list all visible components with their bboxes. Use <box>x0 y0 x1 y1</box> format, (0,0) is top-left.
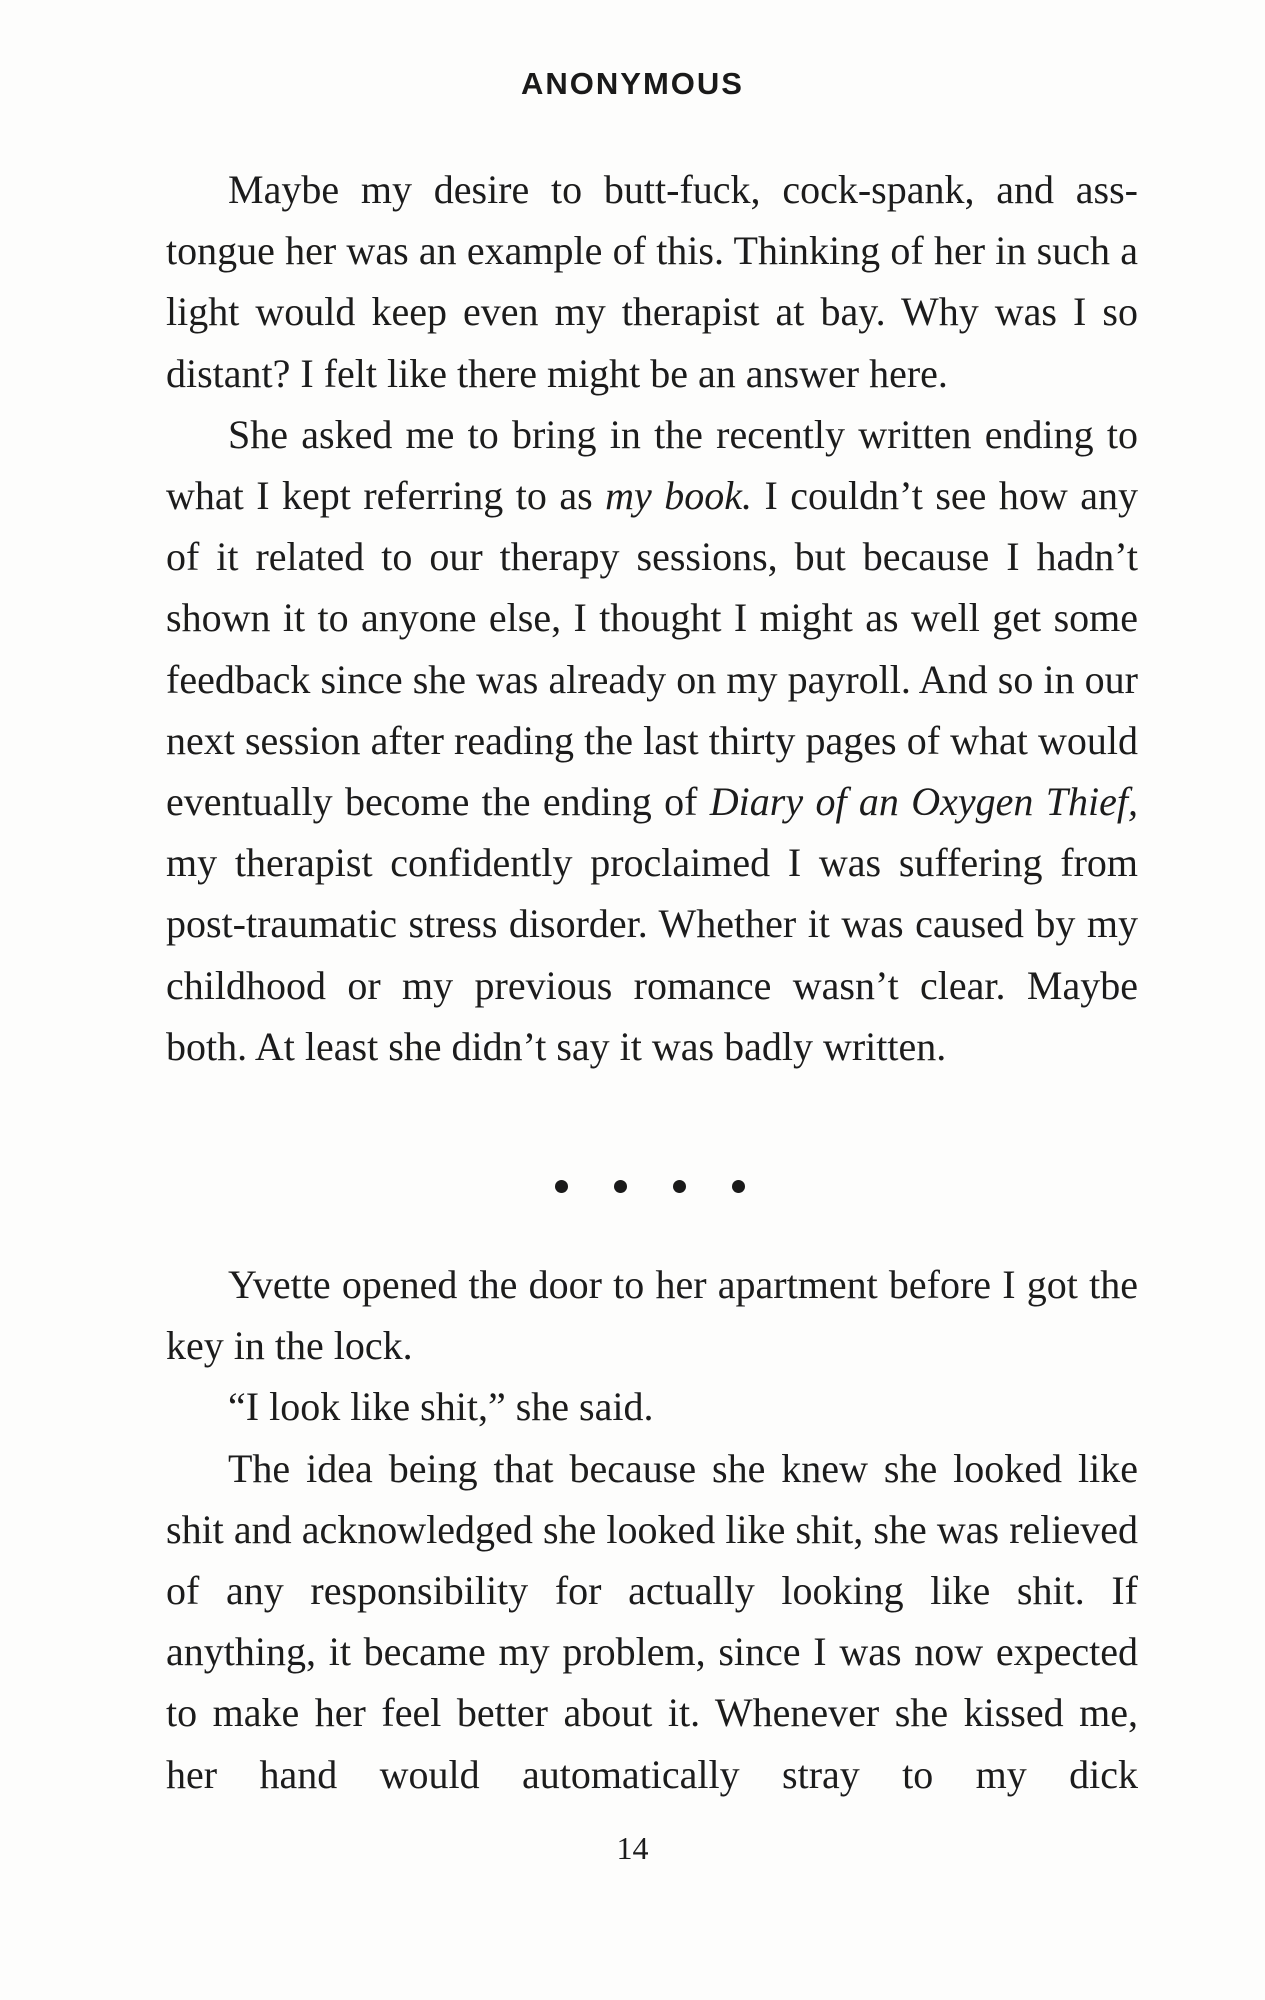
bullet-dot-icon <box>732 1180 745 1193</box>
bullet-dot-icon <box>555 1180 568 1193</box>
paragraph-text: my therapist confidently proclaimed I was suffering from post-traumatic stress disorder. Whether it was caused by my childhood or my previous romance wasn’t clear. Maybe both. At least she didn’t say it was badly written. <box>166 840 1138 1069</box>
section-break-ornament <box>555 1180 755 1200</box>
running-head: ANONYMOUS <box>521 66 744 101</box>
paragraph: “I look like shit,” she said. <box>228 1384 654 1430</box>
paragraph-text: She asked me to bring in the recently written ending to what I kept referring to as <box>166 411 1138 519</box>
text-block-two <box>166 1254 1138 1805</box>
paragraph: Maybe my desire to butt-fuck, cock-spank, and asstongue her was an example of this. Thinking of her in such a light would keep even my therapist at bay. Why was I so distant? I felt like there might be an answer here. <box>166 167 1138 396</box>
page-number: 14 <box>616 1830 649 1866</box>
paragraph: The idea being that because she knew she looked like shit and acknowledged she looked like shit, she was relieved of any responsibility for actually looking like shit. If anything, it became my problem, since I was now expected to make her feel better about it. Whenever she kissed me, her hand would automatically stray to my dick <box>166 1445 1138 1797</box>
paragraph: Yvette opened the door to her apartment before I got the key in the lock. <box>166 1262 1138 1369</box>
bullet-dot-icon <box>614 1180 627 1193</box>
bullet-dot-icon <box>673 1180 686 1193</box>
text-block-one <box>166 159 1138 1077</box>
paragraph-text: I couldn’t see how any of it related to our therapy sessions, but because I hadn’t shown it to anyone else, I thought I might as well get some feedback since she was already on my payroll. And so in our next session after reading the last thirty pages of what would eventually become the ending of <box>166 473 1138 825</box>
italic-title: my book. <box>605 473 752 519</box>
italic-title: Diary of an Oxygen Thief, <box>709 779 1139 825</box>
paragraph <box>166 404 1138 1077</box>
